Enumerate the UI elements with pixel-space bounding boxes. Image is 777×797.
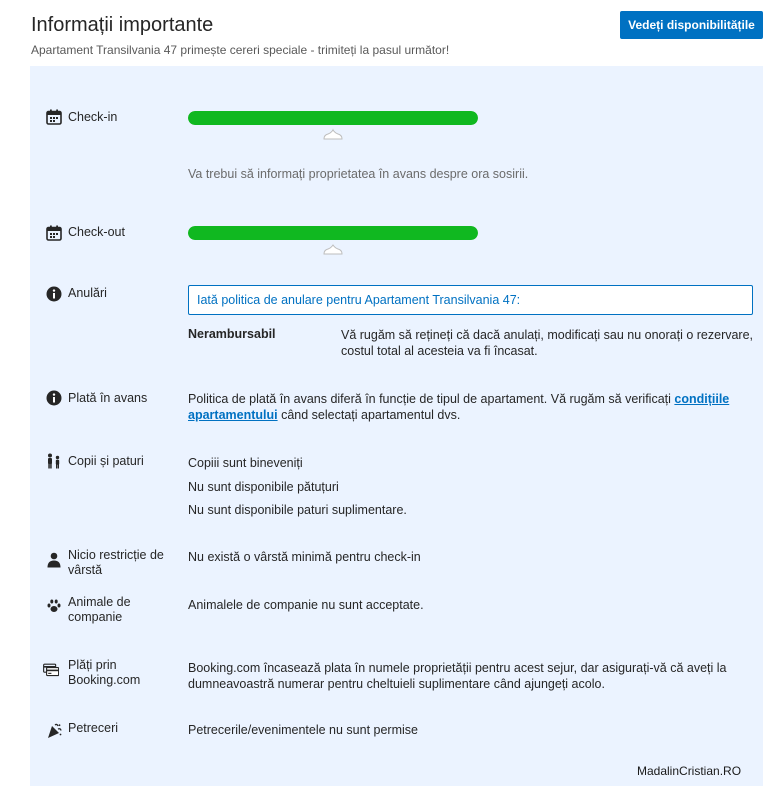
prepayment-text <box>188 391 748 423</box>
card-icon <box>43 662 63 678</box>
children-line-1: Copiii sunt bineveniți <box>188 456 303 470</box>
pets-text: Animalele de companie nu sunt acceptate. <box>188 598 424 612</box>
calendar-icon <box>46 225 62 241</box>
person-icon <box>46 552 62 568</box>
children-line-2: Nu sunt disponibile pătuțuri <box>188 480 339 494</box>
payments-label: Plăți prin Booking.com <box>68 658 141 687</box>
party-icon <box>46 723 62 739</box>
prepayment-label: Plată în avans <box>68 391 148 405</box>
prepayment-text-before: Politica de plată în avans diferă în funcție de tipul de apartament. Vă rugăm să verificați <box>188 392 675 406</box>
cancellation-label: Anulări <box>68 286 107 300</box>
age-label: Nicio restricție de vârstă <box>68 548 164 577</box>
cancellation-policy-name: Nerambursabil <box>188 327 276 341</box>
availability-button[interactable]: Vedeți disponibilitățile <box>620 11 763 39</box>
age-text: Nu există o vârstă minimă pentru check-in <box>188 550 421 564</box>
payments-text: Booking.com încasează plata în numele proprietății pentru acest sejur, dar asigurați-vă că aveți la dumneavoastră numerar pentru cheltuieli suplimentare când ajungeți acolo. <box>188 661 727 691</box>
parties-text: Petrecerile/evenimentele nu sunt permise <box>188 723 418 737</box>
checkout-time-fill <box>188 226 478 240</box>
page-title: Informații importante <box>31 14 214 36</box>
info-icon <box>46 286 62 302</box>
prepayment-text-after: când selectați apartamentul dvs. <box>277 408 461 422</box>
checkout-label: Check-out <box>68 225 125 239</box>
calendar-icon <box>46 109 62 125</box>
cancellation-policy-intro: Iată politica de anulare pentru Apartament Transilvania 47: <box>188 285 753 315</box>
checkin-label: Check-in <box>68 110 118 124</box>
info-icon <box>46 390 62 406</box>
paw-icon <box>46 598 62 614</box>
children-line-3: Nu sunt disponibile paturi suplimentare. <box>188 503 407 517</box>
children-label: Copii și paturi <box>68 454 144 468</box>
checkin-time-bar <box>188 111 478 125</box>
cancellation-policy-text: Vă rugăm să rețineți că dacă anulați, modificați sau nu onorați o rezervare, costul total al acesteia va fi încasat. <box>341 328 754 358</box>
watermark-text: MadalinCristian.RO <box>637 764 742 778</box>
pets-label: Animale de companie <box>68 595 131 624</box>
checkout-marker-icon <box>323 242 343 255</box>
checkin-note: Va trebui să informați proprietatea în avans despre ora sosirii. <box>188 167 529 181</box>
apartment-conditions-link[interactable]: condițiile apartamentului <box>188 392 730 422</box>
family-icon <box>46 453 62 469</box>
page-subtitle: Apartament Transilvania 47 primește cereri speciale - trimiteți la pasul următor! <box>31 43 450 57</box>
checkout-time-bar <box>188 226 478 240</box>
parties-label: Petreceri <box>68 721 119 735</box>
checkin-marker-icon <box>323 127 343 140</box>
checkin-time-fill <box>188 111 478 125</box>
